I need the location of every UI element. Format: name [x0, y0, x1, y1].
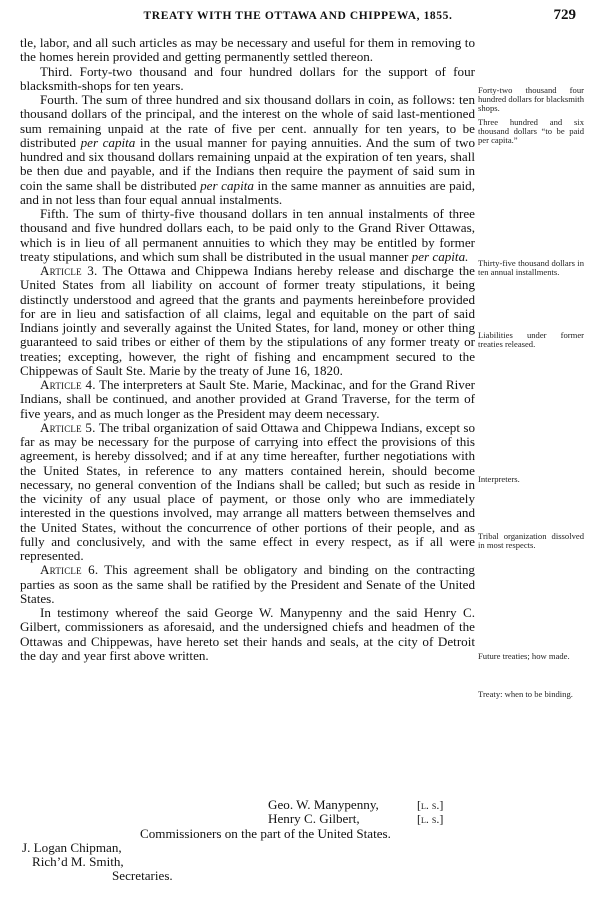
- signatory-name: Henry C. Gilbert,: [268, 811, 360, 827]
- page-header: [20, 8, 576, 26]
- paragraph-fifth: Fifth. The sum of thirty-five thousand dollars in ten annual instalments of three thousand and five hundred dollars each, to be paid only to the Grand River Ottawas, which is in lieu of all permanent annuities to which they may be entitled by former treaty stipulations, and which sum shall be distributed in the usual manner per capita.: [20, 206, 475, 264]
- signature-block: [20, 798, 475, 884]
- signature-line: [20, 812, 475, 826]
- article-label: Article 4.: [40, 377, 96, 392]
- margin-note: Forty-two thousand four hundred dollars for blacksmith shops.: [478, 85, 584, 113]
- article-5: Article 5. The tribal organization of said Ottawa and Chippewa Indians, except so far as may be necessary for the purpose of carrying into effect the provisions of this agreement, is hereby dissolved; and if at any time hereafter, further negotiations with the United States, in reference to any matters contained herein, should become necessary, no general convention of the Indians shall be called; but such as reside in the vicinity of any usual place of payment, or those only who are immediately interested in the questions involved, may arrange all matters between themselves and the United States, without the concurrence of other portions of their people, and as fully and conclusively, and with the same effect in every respect, as if all were represented.: [20, 419, 475, 563]
- article-4: Article 4. The interpreters at Sault Ste. Marie, Mackinac, and for the Grand River Indians, shall be continued, and another provided at Grand Traverse, for the term of five years, and as much longer as the President may deem necessary.: [20, 377, 475, 421]
- margin-note: Three hundred and six thousand dollars “to be paid per capita.”: [478, 117, 584, 145]
- article-3: Article 3. The Ottawa and Chippewa Indians hereby release and discharge the United States from all liability on account of former treaty stipulations, it being distinctly understood and agreed that the grants and payments hereinbefore provided for are in lieu and satisfaction of all claims, legal and equitable on the part of said Indians jointly and severally against the United States, for land, money or other thing guaranteed to said tribes or either of them by the stipulations of any former treaty or treaties; excepting, however, the right of fishing and encampment secured to the Chippewas of Sault Ste. Marie by the treaty of June 16, 1820.: [20, 263, 475, 378]
- running-title: TREATY WITH THE OTTAWA AND CHIPPEWA, 1855.: [143, 10, 453, 22]
- margin-note: Liabilities under former treaties released.: [478, 330, 584, 349]
- secretary-name: Rich’d M. Smith,: [32, 854, 124, 869]
- article-label: Article 6.: [40, 562, 99, 578]
- article-label: Article 5.: [40, 419, 96, 435]
- signatory-name: Geo. W. Manypenny,: [268, 797, 379, 812]
- paragraph-continuation: tle, labor, and all such articles as may be necessary and useful for them in removing to the homes herein provided and getting permanently settled thereon.: [20, 35, 475, 65]
- page-number: 729: [553, 7, 576, 23]
- commissioners-caption: Commissioners on the part of the United States.: [140, 825, 391, 841]
- seal-mark: [l. s.]: [417, 812, 444, 827]
- secretary-name: J. Logan Chipman,: [22, 839, 122, 855]
- margin-note: Tribal organization dissolved in most respects.: [478, 531, 584, 550]
- testimony-paragraph: In testimony whereof the said George W. Manypenny and the said Henry C. Gilbert, commissioners as aforesaid, and the undersigned chiefs and headmen of the Ottawas and Chippewas, have hereto set their hands and seals, at the city of Detroit the day and year first above written.: [20, 605, 475, 663]
- article-6: Article 6. This agreement shall be obligatory and binding on the contracting parties as soon as the same shall be ratified by the President and Senate of the United States.: [20, 562, 475, 606]
- secretary-line: [20, 855, 475, 869]
- secretaries-caption: Secretaries.: [112, 868, 173, 884]
- paragraph-third: Third. Forty-two thousand and four hundred dollars for the support of four blacksmith-shops for ten years.: [20, 63, 475, 93]
- margin-note: Future treaties; how made.: [478, 651, 570, 661]
- margin-note: Thirty-five thousand dollars in ten annual installments.: [478, 258, 584, 277]
- secretary-line: [20, 841, 475, 855]
- paragraph-fourth: Fourth. The sum of three hundred and six thousand dollars in coin, as follows: ten thousand dollars of the principal, and the interest on the whole of said last-mentioned sum remaining unpaid at the rate of five per cent. annually for ten years, to be distributed per capita in the usual manner for paying annuities. And the sum of two hundred and six thousand dollars remaining unpaid at the expiration of ten years, shall be then due and payable, and if the Indians then require the payment of said sum in coin the same shall be distributed per capita in the same manner as annuities are paid, and in not less than four equal annual instalments.: [20, 92, 476, 207]
- treaty-text: [20, 36, 475, 663]
- signature-line: [20, 798, 475, 812]
- margin-note: Treaty: when to be binding.: [478, 689, 573, 699]
- seal-mark: [l. s.]: [417, 798, 444, 812]
- margin-note: Interpreters.: [478, 474, 520, 484]
- article-label: Article 3.: [40, 263, 98, 278]
